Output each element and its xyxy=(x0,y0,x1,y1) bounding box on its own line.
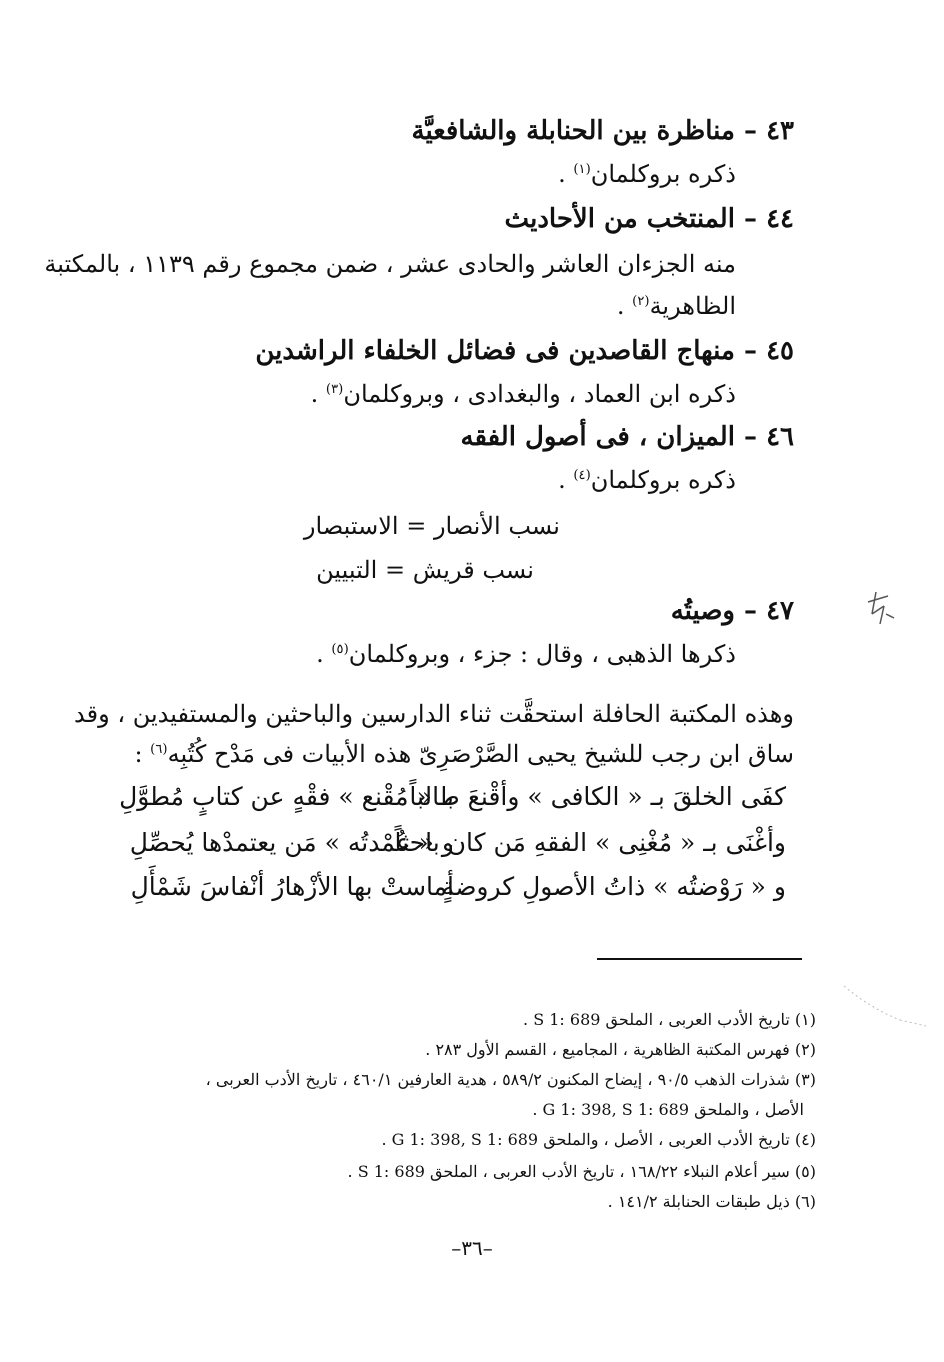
entry-44-note-line1: منه الجزءان العاشر والحادى عشر ، ضمن مجموع رقم ١١٣٩ ، بالمكتبة xyxy=(44,250,736,278)
margin-scribble-mark xyxy=(840,980,930,1040)
entry-45-note: ذكره ابن العماد ، والبغدادى ، وبروكلمان$^{(٣)}$ . xyxy=(310,380,736,408)
page-number: –٣٦– xyxy=(451,1236,493,1260)
entry-44-note-line2: الظاهرية$^{(٢)}$ . xyxy=(616,292,736,320)
footnote-3-line-2: الأصل ، والملحق G 1: 398, S 1: 689 . xyxy=(532,1100,804,1119)
footnote-5: (٥) سير أعلام النبلاء ١٦٨/٢٢ ، تاريخ الأدب العربى ، الملحق S 1: 689 . xyxy=(347,1162,816,1181)
equivalence-quraysh: نسب قريش = التبيين xyxy=(316,556,534,584)
footnote-ref-5[interactable]: (٥) xyxy=(331,642,349,657)
footnote-3-line-1: (٣) شذرات الذهب ٩٠/٥ ، إيضاح المكنون ٥٨٩/٢ ، هدية العارفين ٤٦٠/١ ، تاريخ الأدب العربى ، xyxy=(205,1070,816,1089)
footnote-2: (٢) فهرس المكتبة الظاهرية ، المجاميع ، القسم الأول ٢٨٣ . xyxy=(425,1040,816,1059)
margin-handwriting-mark xyxy=(862,584,902,634)
entry-46-heading: ٤٦ – الميزان ، فى أصول الفقه xyxy=(460,422,794,452)
poem-line-3-first-hemistich: و « رَوْضتُه » ذاتُ الأصولِ كروضةٍ xyxy=(441,872,786,901)
footnote-4: (٤) تاريخ الأدب العربى ، الأصل ، والملحق G 1: 398, S 1: 689 . xyxy=(381,1130,816,1149)
poem-line-2-first-hemistich: وأغْنَى بـ « مُغْنِى » الفقهِ مَن كان باحثاً xyxy=(394,828,786,857)
footnote-ref-1[interactable]: (١) xyxy=(573,162,591,177)
poem-line-3-second-hemistich: أماستْ بها الأزْهارُ أنْفاسَ شَمْأَلِ xyxy=(130,872,454,901)
entry-45-heading: ٤٥ – منهاج القاصدين فى فضائل الخلفاء الراشدين xyxy=(255,336,794,366)
footnote-6: (٦) ذيل طبقات الحنابلة ١٤١/٢ . xyxy=(607,1192,816,1211)
footnote-separator xyxy=(597,958,802,960)
entry-46-note: ذكره بروكلمان$^{(٤)}$ . xyxy=(558,466,736,494)
entry-47-heading: ٤٧ – وصيتُه xyxy=(670,596,794,626)
poem-line-1-second-hemistich: بـ « مُقْنع » فقْهٍ عن كتابٍ مُطوَّلِ xyxy=(119,782,454,811)
paragraph-line-2: ساق ابن رجب للشيخ يحيى الصَّرْصَرِىّ هذه الأبيات فى مَدْح كُتُبِه$^{(٦)}$ : xyxy=(134,740,794,768)
entry-43-heading: ٤٣ – مناظرة بين الحنابلة والشافعيَّة xyxy=(411,116,794,146)
entry-47-note: ذكرها الذهبى ، وقال : جزء ، وبروكلمان$^{(٥)}$ . xyxy=(316,640,736,668)
footnote-1: (١) تاريخ الأدب العربى ، الملحق S 1: 689 . xyxy=(523,1010,816,1029)
entry-43-note: ذكره بروكلمان$^{(١)}$ . xyxy=(558,160,736,188)
poem-line-1-first-hemistich: كفَى الخلقَ بـ « الكافى » وأقْنعَ طالباً xyxy=(409,782,786,811)
footnote-ref-4[interactable]: (٤) xyxy=(573,468,591,483)
footnote-ref-6[interactable]: (٦) xyxy=(150,742,168,757)
entry-44-heading: ٤٤ – المنتخب من الأحاديث xyxy=(504,204,794,234)
paragraph-line-1: وهذه المكتبة الحافلة استحقَّت ثناء الدارسين والباحثين والمستفيدين ، وقد xyxy=(74,700,794,728)
footnote-ref-3[interactable]: (٣) xyxy=(325,382,344,397)
poem-line-2-second-hemistich: و « عُمْدتُه » مَن يعتمدْها يُحصِّلِ xyxy=(129,828,454,857)
equivalence-ansar: نسب الأنصار = الاستبصار xyxy=(303,512,560,540)
footnote-ref-2[interactable]: (٢) xyxy=(632,294,650,309)
